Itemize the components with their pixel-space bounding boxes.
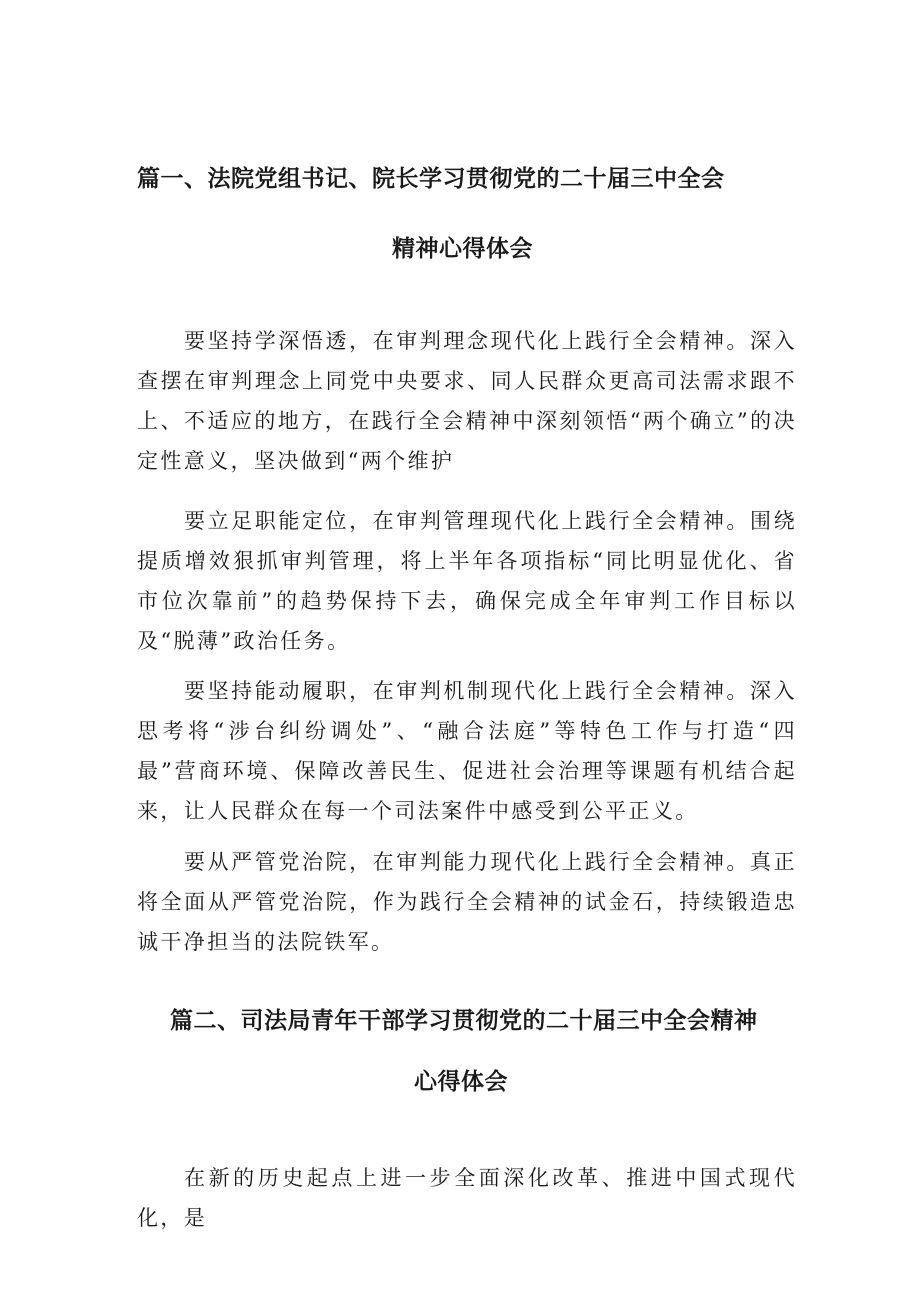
section1-paragraph-2: 要立足职能定位，在审判管理现代化上践行全会精神。围绕提质增效狠抓审判管理，将上半年各项指标“同比明显优化、省市位次靠前”的趋势保持下去，确保完成全年审判工作目标以及“脱薄”政治任务。 — [137, 509, 797, 653]
section1-paragraph-4: 要从严管党治院，在审判能力现代化上践行全会精神。真正将全面从严管党治院，作为践行全会精神的试金石，持续锻造忠诚干净担当的法院铁军。 — [137, 850, 797, 954]
section1-paragraph-3: 要坚持能动履职，在审判机制现代化上践行全会精神。深入思考将“涉台纠纷调处”、“融合法庭”等特色工作与打造“四最”营商环境、保障改善民生、促进社会治理等课题有机结合起来，让人民群众在每一个司法案件中感受到公平正义。 — [137, 679, 797, 823]
section2-paragraph-1: 在新的历史起点上进一步全面深化改革、推进中国式现代化，是 — [137, 1166, 797, 1230]
section2-title-line1: 篇二、司法局青年干部学习贯彻党的二十届三中全会精神 — [170, 1008, 758, 1034]
section1-title-line2: 精神心得体会 — [392, 236, 533, 262]
section1-title-line1: 篇一、法院党组书记、院长学习贯彻党的二十届三中全会 — [137, 166, 725, 192]
section1-paragraph-1: 要坚持学深悟透，在审判理念现代化上践行全会精神。深入查摆在审判理念上同党中央要求、同人民群众更高司法需求跟不上、不适应的地方，在践行全会精神中深刻领悟“两个确立”的决定性意义，坚决做到“两个维护 — [137, 329, 797, 473]
section2-title-line2: 心得体会 — [414, 1069, 508, 1095]
